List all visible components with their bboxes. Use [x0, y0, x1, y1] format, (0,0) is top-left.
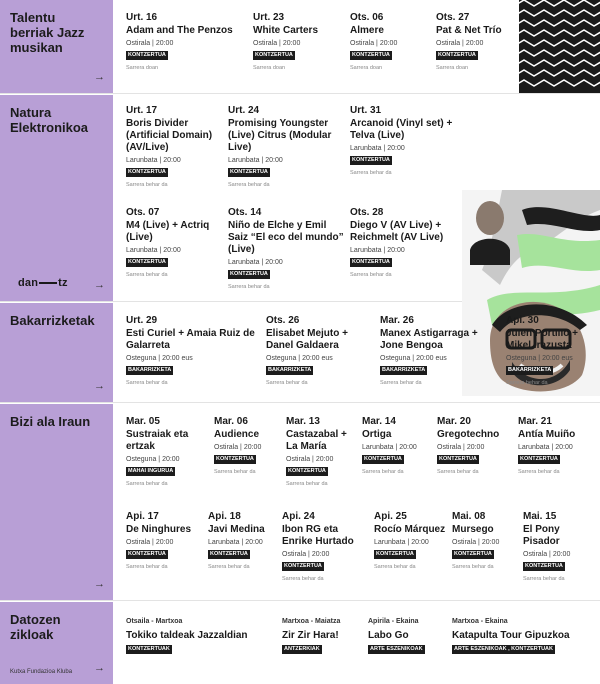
event-info: Ostirala | 20:00 [523, 551, 571, 558]
arrow-right-icon[interactable]: → [94, 380, 105, 392]
event-card[interactable] [126, 12, 246, 74]
event-badge: KONTZERTUA [520, 456, 558, 462]
event-date: Urt. 31 [350, 105, 382, 116]
event-badge: KONTZERTUA [438, 52, 476, 58]
section-jazz [0, 0, 600, 94]
event-seat: Sarrera behar da [214, 469, 256, 475]
event-card[interactable] [350, 207, 456, 281]
event-date: Mar. 14 [362, 416, 396, 427]
event-seat: Sarrera behar da [126, 564, 168, 570]
event-title[interactable]: Elisabet Mejuto + Danel Galdaera [266, 328, 348, 351]
cycle-card[interactable] [282, 616, 362, 654]
event-seat: Sarrera doan [436, 65, 469, 71]
event-card[interactable] [452, 511, 518, 573]
event-badge: KONTZERTUA [525, 563, 563, 569]
event-seat: Sarrera behar da [126, 481, 168, 487]
event-info: Larunbata | 20:00 [126, 247, 181, 254]
event-info: Osteguna | 20:00 eus [506, 355, 573, 362]
event-info: Larunbata | 20:00 [228, 259, 283, 266]
cycle-title[interactable]: Labo Go [368, 630, 409, 641]
cycle-badge: KONTZERTUAK [128, 646, 170, 652]
event-title[interactable]: Pat & Net Trío [436, 25, 502, 36]
event-info: Osteguna | 20:00 eus [266, 355, 333, 362]
event-badge: KONTZERTUA [352, 157, 390, 163]
event-card[interactable] [228, 105, 344, 191]
event-seat: Sarrera behar da [126, 380, 168, 386]
section-sidebar[interactable] [0, 95, 113, 301]
event-date: Api. 30 [506, 315, 539, 326]
event-badge: KONTZERTUA [216, 456, 254, 462]
event-card[interactable] [436, 12, 516, 74]
event-card[interactable] [282, 511, 368, 585]
event-badge: BAKARRIZKETA [128, 367, 172, 373]
event-title[interactable]: Niño de Elche y Emil Saiz “El eco del mundo” (Live) [228, 220, 344, 255]
event-info: Larunbata | 20:00 [228, 157, 283, 164]
event-info: Ostirala | 20:00 [350, 40, 398, 47]
event-badge: BAKARRIZKETA [382, 367, 426, 373]
event-card[interactable] [214, 416, 280, 478]
cycle-badge: ANTZERKIAK [284, 646, 320, 652]
cycle-card[interactable] [452, 616, 592, 654]
event-seat: Sarrera behar da [266, 380, 308, 386]
event-card[interactable] [266, 315, 372, 389]
event-card[interactable] [374, 511, 446, 573]
event-title[interactable]: Arcanoid (Vinyl set) + Telva (Live) [350, 118, 453, 141]
arrow-right-icon[interactable]: → [94, 279, 105, 291]
event-card[interactable] [208, 511, 278, 573]
event-date: Mar. 21 [518, 416, 552, 427]
event-badge: KONTZERTUA [439, 456, 477, 462]
event-card[interactable] [228, 207, 344, 293]
event-card[interactable] [350, 12, 430, 74]
event-seat: Sarrera behar da [437, 469, 479, 475]
event-seat: Sarrera behar da [374, 564, 416, 570]
event-date: Mai. 15 [523, 511, 557, 522]
event-badge: KONTZERTUA [376, 551, 414, 557]
event-info: Larunbata | 20:00 [350, 247, 405, 254]
event-info: Larunbata | 20:00 [374, 539, 429, 546]
section-title: Bizi ala Iraun [10, 414, 91, 429]
event-badge: KONTZERTUA [128, 169, 166, 175]
event-info: Osteguna | 20:00 [126, 456, 180, 463]
event-date: Ots. 28 [350, 207, 384, 218]
event-title[interactable]: Gregotechno [437, 429, 500, 440]
event-title[interactable]: De Ninghures [126, 524, 192, 535]
cycle-badge: ARTE ESZENIKOAK , KONTZERTUAK [454, 646, 553, 652]
logo-left: dan [18, 277, 39, 289]
event-seat: Sarrera doan [126, 65, 159, 71]
event-seat: Sarrera behar da [286, 481, 328, 487]
event-card[interactable] [126, 105, 222, 191]
arrow-right-icon[interactable]: → [94, 662, 105, 674]
event-date: Mar. 26 [380, 315, 414, 326]
arrow-right-icon[interactable]: → [94, 578, 105, 590]
event-info: Ostirala | 20:00 [452, 539, 500, 546]
event-card[interactable] [506, 315, 596, 389]
event-title[interactable]: Antía Muiño [518, 429, 576, 440]
event-date: Ots. 26 [266, 315, 300, 326]
event-card[interactable] [253, 12, 343, 74]
event-badge: KONTZERTUA [284, 563, 322, 569]
event-card[interactable] [126, 511, 202, 573]
event-info: Larunbata | 20:00 [362, 444, 417, 451]
event-date: Urt. 29 [126, 315, 158, 326]
event-title[interactable]: Almere [350, 25, 384, 36]
event-card[interactable] [523, 511, 597, 585]
event-badge: KONTZERTUA [128, 551, 166, 557]
event-seat: Sarrera behar da [362, 469, 404, 475]
section-bakarrizketak [0, 303, 600, 403]
section-subnote: Kutxa Fundazioa Kluba [10, 669, 73, 675]
event-card[interactable] [362, 416, 432, 478]
event-info: Ostirala | 20:00 [437, 444, 485, 451]
event-badge: MAHAI INGURUA [128, 468, 174, 474]
event-date: Mar. 05 [126, 416, 160, 427]
event-title[interactable]: Javi Medina [208, 524, 265, 535]
event-seat: Sarrera behar da [380, 380, 422, 386]
event-seat: Sarrera behar da [282, 576, 324, 582]
event-date: Mar. 20 [437, 416, 471, 427]
dantz-logo [18, 277, 68, 289]
cycle-title[interactable]: Katapulta Tour Gipuzkoa [452, 630, 570, 641]
event-title[interactable]: Rocío Márquez [374, 524, 446, 535]
event-title[interactable]: Castazabal + La María [286, 429, 347, 452]
event-badge: KONTZERTUA [230, 271, 268, 277]
event-card[interactable] [126, 315, 258, 389]
event-title[interactable]: M4 (Live) + Actriq (Live) [126, 220, 210, 243]
event-seat: Sarrera behar da [506, 380, 548, 386]
arrow-right-icon[interactable]: → [94, 71, 105, 83]
section-title: Datozen zikloak [10, 612, 61, 642]
event-card[interactable] [437, 416, 513, 478]
event-date: Urt. 17 [126, 105, 158, 116]
event-seat: Sarrera behar da [350, 170, 392, 176]
event-title[interactable]: Diego V (AV Live) + Reichmelt (AV Live) [350, 220, 444, 243]
event-info: Osteguna | 20:00 eus [126, 355, 193, 362]
event-seat: Sarrera behar da [350, 272, 392, 278]
event-date: Urt. 16 [126, 12, 158, 23]
cycle-title[interactable]: Zir Zir Hara! [282, 630, 339, 641]
logo-right: tz [58, 277, 68, 289]
section-title: Natura Elektronikoa [10, 105, 89, 135]
event-info: Ostirala | 20:00 [214, 444, 262, 451]
event-card[interactable] [286, 416, 356, 490]
event-badge: KONTZERTUA [364, 456, 402, 462]
section-title: Talentu berriak Jazz musikan [10, 10, 85, 55]
event-seat: Sarrera behar da [523, 576, 565, 582]
event-info: Ostirala | 20:00 [126, 539, 174, 546]
event-date: Ots. 14 [228, 207, 262, 218]
event-title[interactable]: Audience [214, 429, 260, 440]
cycle-period: Apirila - Ekaina [368, 618, 419, 625]
event-date: Api. 18 [208, 511, 241, 522]
event-info: Ostirala | 20:00 [282, 551, 330, 558]
event-info: Ostirala | 20:00 [436, 40, 484, 47]
section-sidebar[interactable] [0, 404, 113, 600]
event-info: Larunbata | 20:00 [208, 539, 263, 546]
event-title[interactable]: El Pony Pisador [523, 524, 560, 547]
event-date: Api. 25 [374, 511, 407, 522]
event-badge: KONTZERTUA [454, 551, 492, 557]
event-info: Ostirala | 20:00 [126, 40, 174, 47]
event-date: Ots. 27 [436, 12, 470, 23]
section-sidebar[interactable] [0, 0, 113, 93]
event-badge: KONTZERTUA [352, 259, 390, 265]
event-info: Larunbata | 20:00 [350, 145, 405, 152]
event-info: Larunbata | 20:00 [126, 157, 181, 164]
event-date: Api. 24 [282, 511, 315, 522]
event-badge: KONTZERTUA [128, 259, 166, 265]
event-date: Mar. 13 [286, 416, 320, 427]
cycle-period: Martxoa - Ekaina [452, 618, 508, 625]
event-badge: BAKARRIZKETA [508, 367, 552, 373]
event-seat: Sarrera behar da [452, 564, 494, 570]
event-seat: Sarrera doan [253, 65, 286, 71]
event-title[interactable]: Ortiga [362, 429, 392, 440]
section-bizi [0, 404, 600, 601]
event-title[interactable]: Promising Youngster (Live) Citrus (Modular Live) [228, 118, 332, 153]
cycle-card[interactable] [368, 616, 448, 654]
event-info: Osteguna | 20:00 eus [380, 355, 447, 362]
event-date: Ots. 07 [126, 207, 160, 218]
event-badge: KONTZERTUA [230, 169, 268, 175]
event-seat: Sarrera behar da [126, 272, 168, 278]
cycle-title[interactable]: Tokiko taldeak Jazzaldian [126, 630, 248, 641]
event-badge: KONTZERTUA [255, 52, 293, 58]
event-date: Urt. 24 [228, 105, 260, 116]
cycle-period: Martxoa - Maiatza [282, 618, 341, 625]
event-date: Mar. 06 [214, 416, 248, 427]
event-date: Api. 17 [126, 511, 159, 522]
cycle-badge: ARTE ESZENIKOAK [370, 646, 423, 652]
event-seat: Sarrera behar da [228, 182, 270, 188]
event-card[interactable] [518, 416, 598, 478]
event-seat: Sarrera behar da [518, 469, 560, 475]
event-info: Larunbata | 20:00 [518, 444, 573, 451]
event-info: Ostirala | 20:00 [286, 456, 334, 463]
section-sidebar[interactable] [0, 303, 113, 402]
event-title[interactable]: Esti Curiel + Amaia Ruiz de Galarreta [126, 328, 255, 351]
event-badge: KONTZERTUA [352, 52, 390, 58]
event-seat: Sarrera behar da [228, 284, 270, 290]
event-seat: Sarrera behar da [208, 564, 250, 570]
section-sidebar[interactable] [0, 602, 113, 684]
section-title: Bakarrizketak [10, 313, 95, 328]
event-card[interactable] [126, 416, 208, 490]
event-title[interactable]: Sustraiak eta ertzak [126, 429, 189, 452]
event-title[interactable]: Manex Astigarraga + Jone Bengoa [380, 328, 478, 351]
event-info: Ostirala | 20:00 [253, 40, 301, 47]
event-date: Mai. 08 [452, 511, 486, 522]
cycle-period: Otsaila - Martxoa [126, 618, 183, 625]
zigzag-pattern-image [519, 0, 600, 93]
event-badge: KONTZERTUA [210, 551, 248, 557]
event-badge: BAKARRIZKETA [268, 367, 312, 373]
event-title[interactable]: White Carters [253, 25, 319, 36]
event-seat: Sarrera doan [350, 65, 383, 71]
section-natura [0, 95, 600, 302]
event-seat: Sarrera behar da [126, 182, 168, 188]
cycle-card[interactable] [126, 616, 276, 654]
event-card[interactable] [350, 105, 456, 179]
event-date: Urt. 23 [253, 12, 285, 23]
event-title[interactable]: Adam and The Penzos [126, 25, 233, 36]
event-card[interactable] [380, 315, 500, 389]
section-datozen [0, 602, 600, 684]
event-title[interactable]: Boris Divider (Artificial Domain) (AV/Live) [126, 118, 213, 153]
event-badge: KONTZERTUA [128, 52, 166, 58]
event-title[interactable]: Julen Portillo + Mikel Irazusta [506, 328, 578, 351]
event-date: Ots. 06 [350, 12, 384, 23]
event-card[interactable] [126, 207, 222, 281]
event-title[interactable]: Mursego [452, 524, 494, 535]
event-title[interactable]: Ibon RG eta Enrike Hurtado [282, 524, 354, 547]
event-badge: KONTZERTUA [288, 468, 326, 474]
